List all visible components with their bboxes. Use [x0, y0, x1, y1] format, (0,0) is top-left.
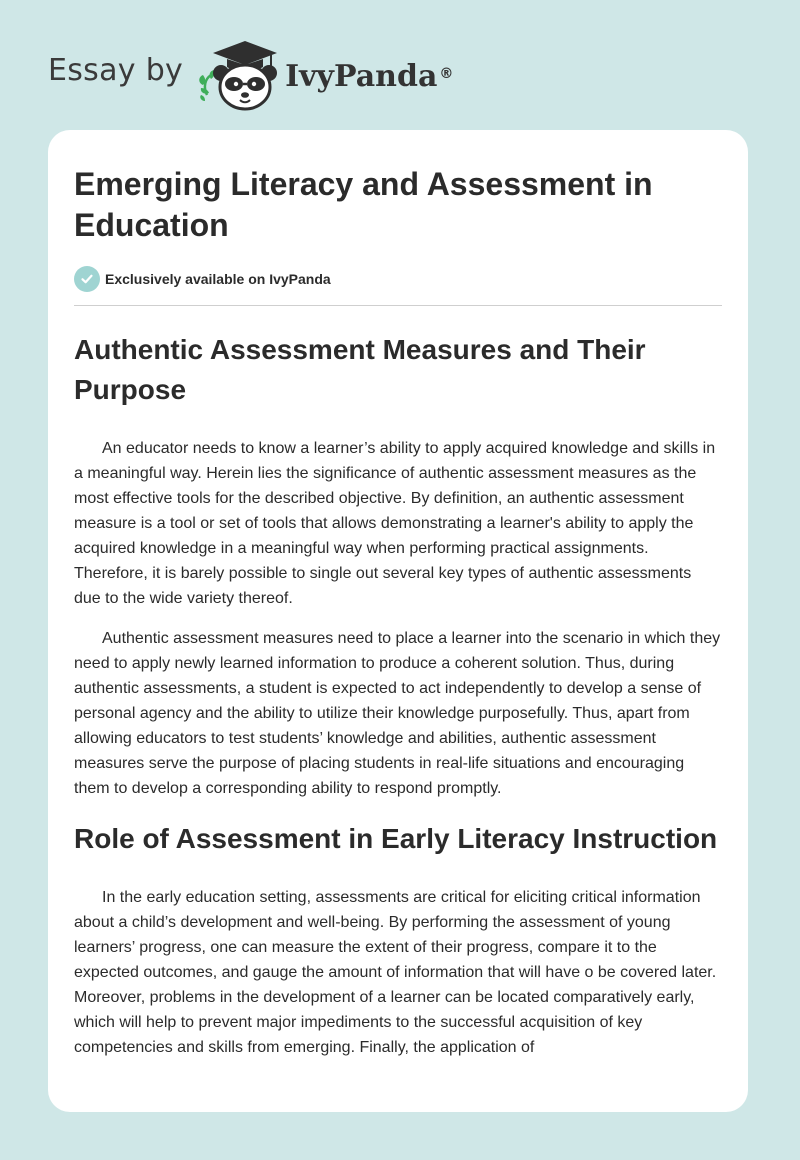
panda-logo-icon	[193, 35, 281, 113]
exclusive-badge	[74, 266, 722, 292]
brand-name: IvyPanda	[285, 58, 438, 94]
brand-prefix: Essay by	[48, 52, 184, 88]
section-heading: Authentic Assessment Measures and Their Purpose	[74, 334, 646, 405]
essay-card	[48, 130, 748, 1112]
exclusive-label: Exclusively available on IvyPanda	[105, 271, 331, 287]
page-title: Emerging Literacy and Assessment in Education	[74, 166, 653, 243]
paragraph: Authentic assessment measures need to place a learner into the scenario in which they need to apply newly learned information to produce a coherent solution. Thus, during authentic assessments, a student is expected to act independently to develop a sense of personal agency and the ability to utilize their knowledge purposefully. Thus, apart from allowing educators to test students’ knowledge and abilities, authentic assessment measures serve the purpose of placing students in real-life situations and encouraging them to develop a corresponding ability to respond promptly.	[74, 630, 721, 797]
paragraph: In the early education setting, assessments are critical for eliciting critical information about a child’s development and well-being. By performing the assessment of young learners’ progress, one can measure the extent of their progress, compare it to the expected outcomes, and gauge the amount of information that will have o be covered later. Moreover, problems in the development of a learner can be located comparatively early, which will help to prevent major impediments to the successful acquisition of key competencies and skills from emerging. Finally, the application of	[74, 889, 717, 1056]
check-icon	[74, 266, 100, 292]
divider	[74, 305, 722, 306]
brand-registered-mark: ®	[439, 66, 454, 82]
paragraph: An educator needs to know a learner’s ability to apply acquired knowledge and skills in a meaningful way. Herein lies the significance of authentic assessment measures as the most effective tools for the described objective. By definition, an authentic assessment measure is a tool or set of tools that allows demonstrating a learner's ability to apply the acquired knowledge in a meaningful way when performing practical assignments. Therefore, it is barely possible to single out several key types of authentic assessments due to the wide variety thereof.	[74, 440, 716, 607]
section-heading: Role of Assessment in Early Literacy Instruction	[74, 823, 718, 854]
brand-header[interactable]	[48, 34, 453, 114]
